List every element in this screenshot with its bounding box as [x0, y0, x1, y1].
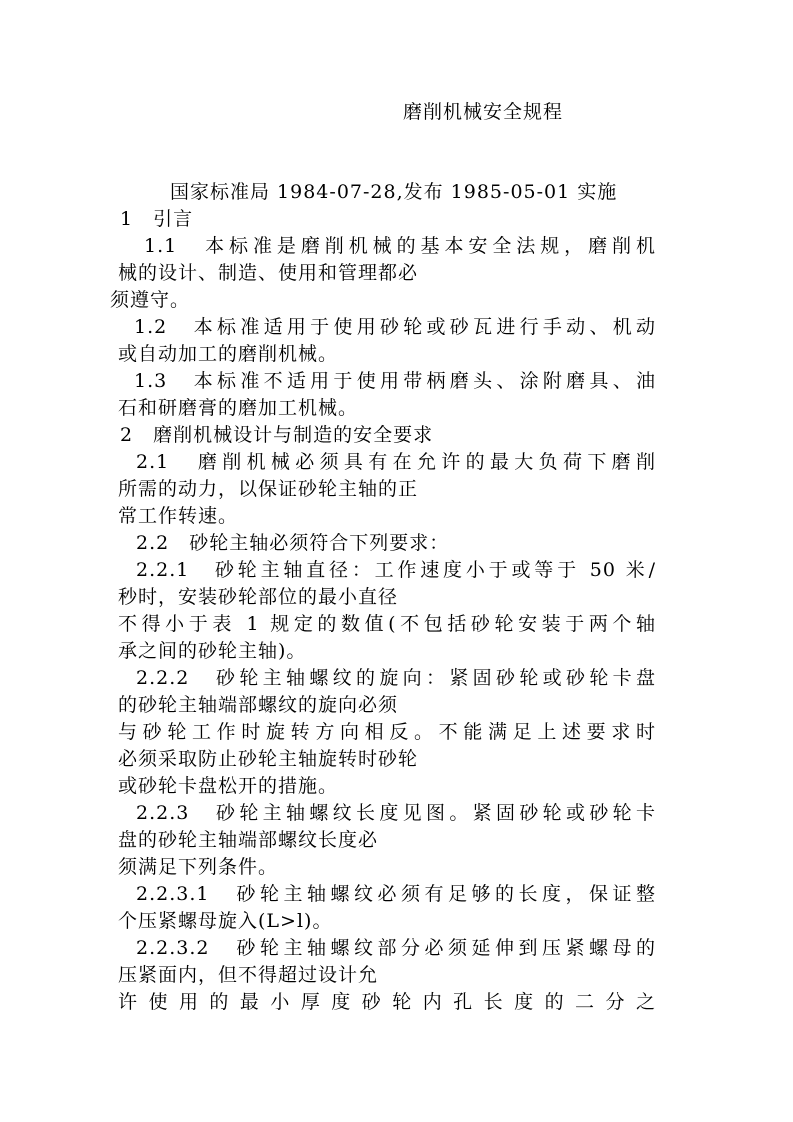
doc-line: 常工作转速。 — [118, 505, 239, 527]
doc-line: 所需的动力，以保证砂轮主轴的正 — [118, 478, 419, 500]
doc-line: 1.1 本标准是磨削机械的基本安全法规，磨削机 — [144, 235, 656, 257]
doc-line: 个压紧螺母旋入(L>l)。 — [118, 910, 333, 932]
doc-line: 秒时，安装砂轮部位的最小直径 — [118, 586, 399, 608]
doc-line: 或自动加工的磨削机械。 — [118, 343, 339, 365]
doc-line: 2.1 磨削机械必须具有在允许的最大负荷下磨削 — [136, 451, 656, 473]
doc-line: 2.2.2 砂轮主轴螺纹的旋向：紧固砂轮或砂轮卡盘 — [136, 667, 656, 689]
doc-line: 必须采取防止砂轮主轴旋转时砂轮 — [118, 748, 419, 770]
doc-line: 2.2.3 砂轮主轴螺纹长度见图。紧固砂轮或砂轮卡 — [136, 802, 656, 824]
doc-line: 2.2.3.1 砂轮主轴螺纹必须有足够的长度，保证整 — [136, 883, 656, 905]
doc-line: 须满足下列条件。 — [118, 856, 279, 878]
doc-line: 2 磨削机械设计与制造的安全要求 — [120, 424, 434, 446]
doc-line: 不得小于表 1 规定的数值(不包括砂轮安装于两个轴 — [118, 613, 656, 635]
doc-line: 1.2 本标准适用于使用砂轮或砂瓦进行手动、机动 — [134, 316, 656, 338]
doc-line: 压紧面内，但不得超过设计允 — [118, 964, 379, 986]
doc-line: 械的设计、制造、使用和管理都必 — [118, 262, 419, 284]
doc-line: 国家标准局 1984-07-28,发布 1985-05-01 实施 — [170, 181, 618, 203]
doc-line: 2.2 砂轮主轴必须符合下列要求： — [136, 532, 450, 554]
document-title: 磨削机械安全规程 — [403, 101, 564, 123]
doc-line: 或砂轮卡盘松开的措施。 — [118, 775, 339, 797]
doc-line: 须遵守。 — [110, 289, 191, 311]
doc-line: 1 引言 — [120, 208, 194, 230]
doc-line: 许使用的最小厚度砂轮内孔长度的二分之 — [118, 991, 656, 1013]
doc-line: 2.2.1 砂轮主轴直径：工作速度小于或等于 50 米/ — [136, 559, 656, 581]
doc-line: 1.3 本标准不适用于使用带柄磨头、涂附磨具、油 — [134, 370, 656, 392]
doc-line: 盘的砂轮主轴端部螺纹长度必 — [118, 829, 379, 851]
doc-line: 石和研磨膏的磨加工机械。 — [118, 397, 359, 419]
doc-line: 2.2.3.2 砂轮主轴螺纹部分必须延伸到压紧螺母的 — [136, 937, 656, 959]
doc-line: 与砂轮工作时旋转方向相反。不能满足上述要求时 — [118, 721, 656, 743]
doc-line: 的砂轮主轴端部螺纹的旋向必须 — [118, 694, 399, 716]
doc-line: 承之间的砂轮主轴)。 — [118, 640, 307, 662]
